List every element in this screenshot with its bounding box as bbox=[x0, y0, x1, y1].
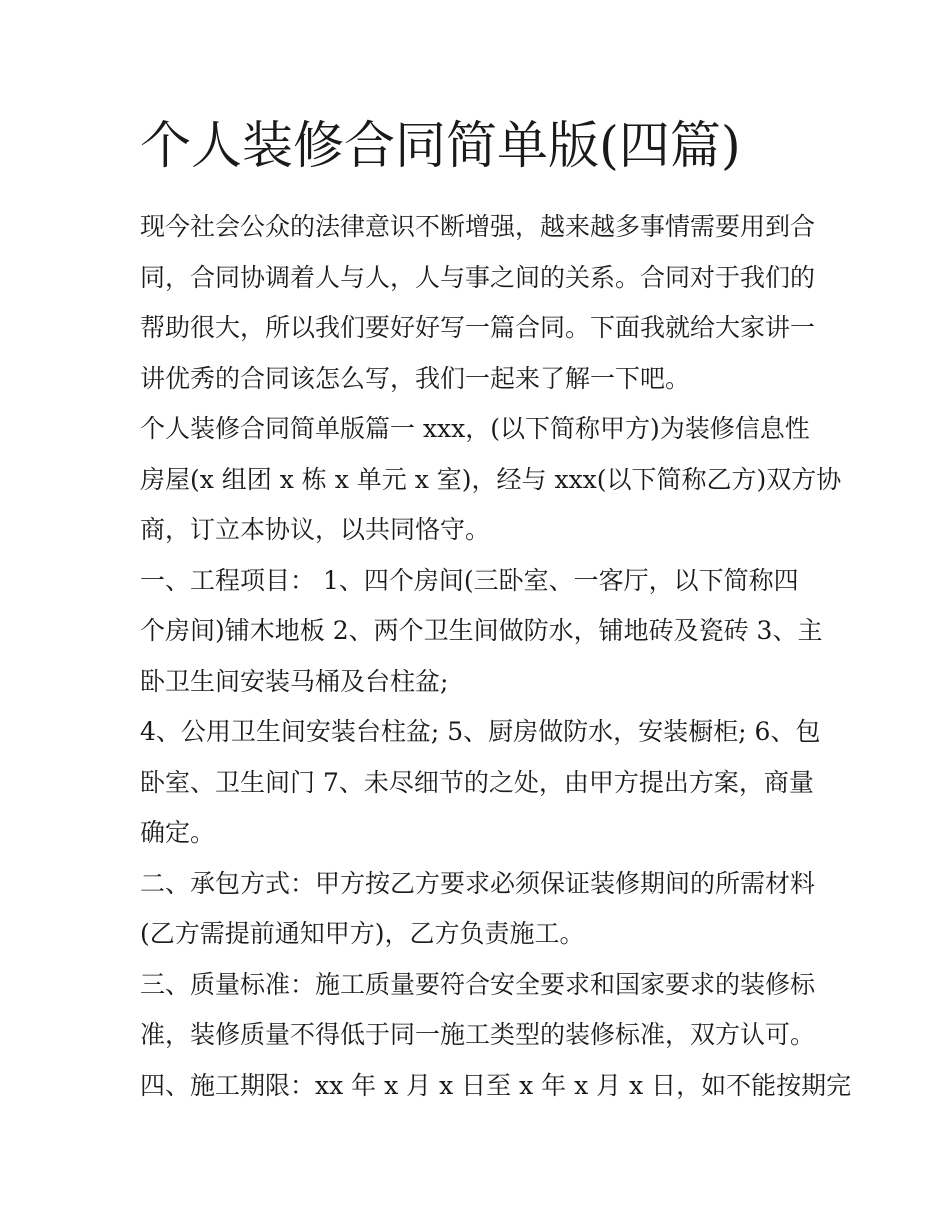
text-line: 卧卫生间安装马桶及台柱盆; bbox=[140, 666, 449, 696]
text-line: 同，合同协调着人与人，人与事之间的关系。合同对于我们的 bbox=[140, 262, 816, 292]
paragraph bbox=[140, 707, 830, 859]
text-line: 商，订立本协议，以共同恪守。 bbox=[140, 515, 491, 544]
paragraph bbox=[140, 556, 830, 708]
text-line: 四、施工期限：xx 年 x 月 x 日至 x 年 x 月 x 日，如不能按期完 bbox=[140, 1070, 852, 1100]
paragraph bbox=[140, 859, 830, 960]
document-title: 个人装修合同简单版(四篇) bbox=[140, 117, 741, 176]
paragraph bbox=[140, 202, 830, 404]
text-line: 个人装修合同简单版篇一 xxx，(以下简称甲方)为装修信息性 bbox=[140, 414, 810, 443]
text-line: 现今社会公众的法律意识不断增强，越来越多事情需要用到合 bbox=[140, 212, 816, 241]
paragraph bbox=[140, 960, 830, 1061]
text-line: 卧室、卫生间门 7、未尽细节的之处，由甲方提出方案，商量 bbox=[140, 767, 814, 797]
text-line: 房屋(x 组团 x 栋 x 单元 x 室)，经与 xxx(以下简称乙方)双方协 bbox=[140, 464, 842, 494]
text-line: 准，装修质量不得低于同一施工类型的装修标准，双方认可。 bbox=[140, 1020, 816, 1049]
text-line: 讲优秀的合同该怎么写，我们一起来了解一下吧。 bbox=[140, 363, 691, 393]
paragraph bbox=[140, 1061, 852, 1112]
document-page bbox=[140, 112, 852, 1111]
text-line: 二、承包方式：甲方按乙方要求必须保证装修期间的所需材料 bbox=[140, 868, 816, 898]
text-line: 确定。 bbox=[140, 818, 216, 847]
text-line: (乙方需提前通知甲方)，乙方负责施工。 bbox=[140, 919, 585, 948]
paragraph bbox=[140, 404, 842, 556]
text-line: 个房间)铺木地板 2、两个卫生间做防水，铺地砖及瓷砖 3、主 bbox=[140, 616, 823, 645]
text-line: 4、公用卫生间安装台柱盆; 5、厨房做防水，安装橱柜; 6、包 bbox=[140, 717, 821, 746]
document-body bbox=[140, 202, 852, 1111]
text-line: 三、质量标准：施工质量要符合安全要求和国家要求的装修标 bbox=[140, 969, 816, 999]
text-line: 帮助很大，所以我们要好好写一篇合同。下面我就给大家讲一 bbox=[140, 313, 816, 342]
text-line: 一、工程项目： 1、四个房间(三卧室、一客厅，以下简称四 bbox=[140, 565, 799, 595]
